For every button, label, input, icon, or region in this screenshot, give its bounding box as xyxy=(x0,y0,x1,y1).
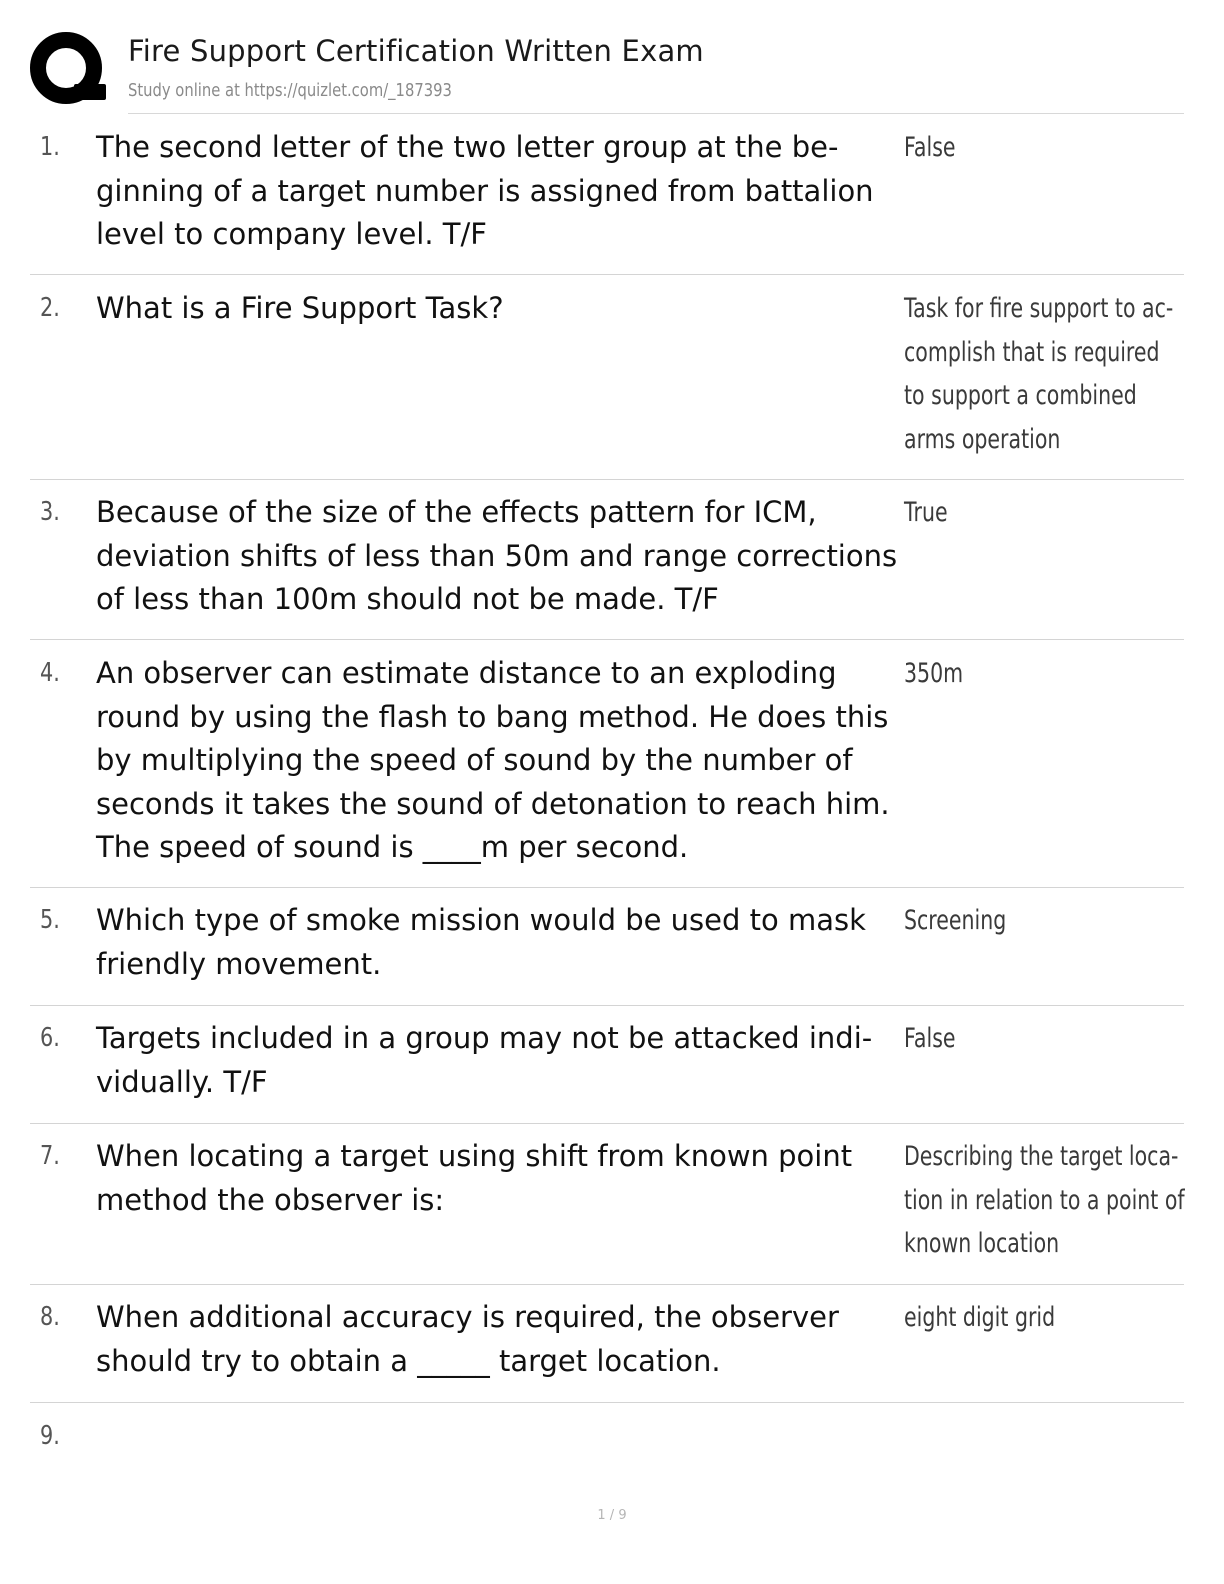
list-item xyxy=(30,126,1184,275)
item-number: 8. xyxy=(40,1302,60,1332)
page-indicator: 1 / 9 xyxy=(597,1508,627,1523)
list-item xyxy=(30,1135,1184,1285)
list-item xyxy=(30,491,1184,640)
question-text: The second letter of the two letter group at the be- ginning of a target number is assigned from battalion level to company level. T/F xyxy=(96,130,874,251)
item-number: 3. xyxy=(40,497,60,527)
question-text: When locating a target using shift from known point method the observer is: xyxy=(96,1139,853,1217)
list-item xyxy=(30,652,1184,888)
item-number: 9. xyxy=(40,1421,60,1451)
item-number: 7. xyxy=(40,1141,60,1171)
question-text: When additional accuracy is required, the observer should try to obtain a _____ target location. xyxy=(96,1300,839,1378)
answer-text: Task for fire support to ac- complish that is required to support a combined arms operation xyxy=(904,293,1174,455)
item-number: 2. xyxy=(40,293,60,323)
list-item xyxy=(30,1415,1184,1475)
answer-text: eight digit grid xyxy=(904,1302,1056,1333)
header-divider xyxy=(128,113,1184,114)
study-online-link[interactable]: Study online at https://quizlet.com/_187393 xyxy=(128,80,452,101)
item-number: 6. xyxy=(40,1023,60,1053)
list-item xyxy=(30,1296,1184,1403)
list-item xyxy=(30,1017,1184,1124)
answer-text: False xyxy=(904,132,956,163)
document-title: Fire Support Certification Written Exam xyxy=(128,34,704,68)
question-text: Which type of smoke mission would be used to mask friendly movement. xyxy=(96,903,866,981)
question-text: Targets included in a group may not be attacked indi- vidually. T/F xyxy=(96,1021,873,1099)
item-number: 5. xyxy=(40,905,60,935)
item-number: 1. xyxy=(40,132,60,162)
question-text: What is a Fire Support Task? xyxy=(96,291,504,325)
question-text: Because of the size of the effects pattern for ICM, deviation shifts of less than 50m and range corrections of less than 100m should not be made. T/F xyxy=(96,495,898,616)
quizlet-q-logo-icon xyxy=(30,30,108,108)
item-number: 4. xyxy=(40,658,60,688)
answer-text: Screening xyxy=(904,905,1007,936)
question-text: An observer can estimate distance to an exploding round by using the flash to bang method. He does this by multiplying the speed of sound by the number of seconds it takes the sound of detonation to reach him. The speed of sound is ____m per second. xyxy=(96,656,890,864)
answer-text: True xyxy=(904,497,948,528)
answer-text: Describing the target loca- tion in relation to a point of known location xyxy=(904,1141,1185,1259)
list-item xyxy=(30,899,1184,1006)
answer-text: 350m xyxy=(904,658,964,689)
answer-text: False xyxy=(904,1023,956,1054)
list-item xyxy=(30,287,1184,480)
document-header xyxy=(30,28,1184,114)
